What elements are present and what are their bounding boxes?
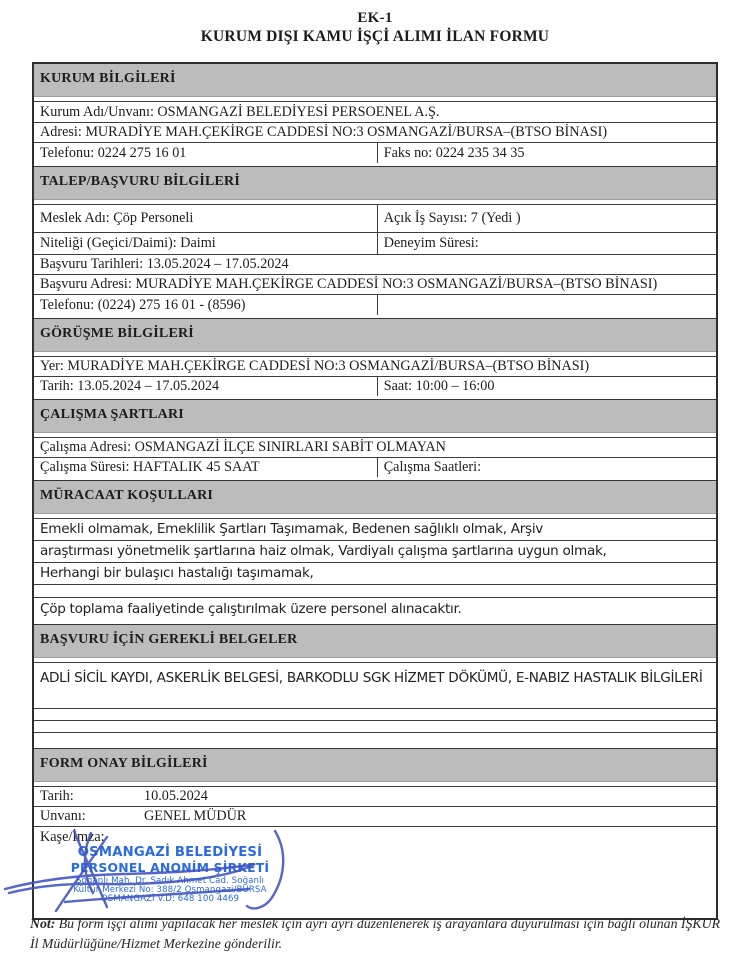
stamp-line-5: OSMANGAZİ V.D: 648 100 4469 <box>100 893 240 904</box>
empty-row <box>34 584 716 597</box>
muracaat-line-1 <box>34 518 716 540</box>
form-title: KURUM DIŞI KAMU İŞÇİ ALIMI İLAN FORMU <box>200 28 550 45</box>
row-talep-telefonu <box>34 294 716 315</box>
belgeler-text-row <box>34 662 716 708</box>
onay-tarih-label: Tarih: <box>40 788 74 805</box>
row-onay-tarih <box>34 786 716 806</box>
muracaat-line-2-text: araştırması yönetmelik şartlarına haiz olmak, Vardiyalı çalışma şartlarına uygun olmak, <box>40 543 607 560</box>
company-stamp <box>58 846 282 904</box>
empty-row <box>34 708 716 720</box>
field-meslek-adi: Meslek Adı: Çöp Personeli <box>34 205 378 232</box>
field-basvuru-tarihleri <box>34 254 716 274</box>
section-header-gerekli-belgeler: BAŞVURU İÇİN GEREKLİ BELGELER <box>34 624 716 658</box>
onay-unvani-value: GENEL MÜDÜR <box>144 808 247 825</box>
field-deneyim-suresi: Deneyim Süresi: <box>383 235 479 252</box>
row-niteligi-deneyim <box>34 232 716 254</box>
field-kurum-telefonu: Telefonu: 0224 275 16 01 <box>34 143 378 163</box>
stamp-line-3: Soğanlı Mah. Dr. Sadık Ahmet Cad. Soğanlı <box>75 875 265 886</box>
field-kurum-adi <box>34 101 716 122</box>
row-telefon-faks <box>34 142 716 163</box>
field-calisma-adresi <box>34 437 716 457</box>
field-kurum-adresi <box>34 122 716 142</box>
belgeler-text: ADLİ SİCİL KAYDI, ASKERLİK BELGESİ, BARKODLU SGK HİZMET DÖKÜMÜ, E-NABIZ HASTALIK BİLGİLERİ <box>40 670 703 686</box>
stamp-line-2: PERSONEL ANONİM ŞİRKETİ <box>70 859 270 875</box>
field-gorusme-tarih: Tarih: 13.05.2024 – 17.05.2024 <box>34 377 378 396</box>
muracaat-line-1-text: Emekli olmamak, Emeklilik Şartları Taşımamak, Bedenen sağlıklı olmak, Arşiv <box>40 521 544 538</box>
form-tag: EK-1 <box>357 10 393 26</box>
kurum-adresi-text: Adresi: MURADİYE MAH.ÇEKİRGE CADDESİ NO:3 OSMANGAZİ/BURSA–(BTSO BİNASI) <box>40 124 608 141</box>
form-table <box>32 62 718 920</box>
empty-row <box>34 720 716 732</box>
row-tarih-saat <box>34 376 716 396</box>
field-gorusme-yer <box>34 356 716 376</box>
stamp-line-4: Kültür Merkezi No: 388/2 Osmangazi/BURSA <box>73 884 267 895</box>
field-gorusme-saat: Saat: 10:00 – 16:00 <box>383 378 495 395</box>
field-acik-is-sayisi: Açık İş Sayısı: 7 (Yedi ) <box>383 210 521 227</box>
section-header-gorusme-bilgileri: GÖRÜŞME BİLGİLERİ <box>34 318 716 352</box>
field-basvuru-adresi <box>34 274 716 294</box>
section-header-form-onay: FORM ONAY BİLGİLERİ <box>34 748 716 782</box>
muracaat-line-5-text: Çöp toplama faaliyetinde çalıştırılmak üzere personel alınacaktır. <box>40 601 462 618</box>
field-niteligi: Niteliği (Geçici/Daimi): Daimi <box>34 233 378 254</box>
row-sure-saatleri <box>34 457 716 477</box>
stamp-line-1: OSMANGAZİ BELEDİYESİ <box>77 845 263 860</box>
note-label: Not: <box>30 916 56 931</box>
section-header-talep-basvuru: TALEP/BAŞVURU BİLGİLERİ <box>34 166 716 200</box>
field-calisma-saatleri: Çalışma Saatleri: <box>383 459 482 476</box>
kurum-adi-text: Kurum Adı/Unvanı: OSMANGAZİ BELEDİYESİ PERSOENEL A.Ş. <box>40 103 440 120</box>
muracaat-line-5 <box>34 597 716 621</box>
empty-row <box>34 732 716 745</box>
document-header <box>0 10 750 46</box>
muracaat-line-2 <box>34 540 716 562</box>
note-text: Bu form işçi alımı yapılacak her meslek için ayrı ayrı düzenlenerek iş arayanlara duyurulması için bağlı olunan İŞKUR İl Müdürlüğüne/Hizmet Merkezine gönderilir. <box>30 916 720 951</box>
onay-tarih-value: 10.05.2024 <box>144 788 208 805</box>
section-header-muracaat-kosullari: MÜRACAAT KOŞULLARI <box>34 480 716 514</box>
gorusme-yer-text: Yer: MURADİYE MAH.ÇEKİRGE CADDESİ NO:3 OSMANGAZİ/BURSA–(BTSO BİNASI) <box>40 358 590 375</box>
calisma-adresi-text: Çalışma Adresi: OSMANGAZİ İLÇE SINIRLARI SABİT OLMAYAN <box>40 439 446 456</box>
field-talep-telefonu: Telefonu: (0224) 275 16 01 - (8596) <box>34 295 378 315</box>
row-onay-unvani <box>34 806 716 826</box>
muracaat-line-3 <box>34 562 716 584</box>
basvuru-adresi-text: Başvuru Adresi: MURADİYE MAH.ÇEKİRGE CADDESİ NO:3 OSMANGAZİ/BURSA–(BTSO BİNASI) <box>40 276 658 293</box>
row-kase-imza <box>34 826 716 918</box>
field-calisma-suresi: Çalışma Süresi: HAFTALIK 45 SAAT <box>34 458 378 477</box>
empty-cell <box>378 295 716 315</box>
footer-note <box>30 914 730 954</box>
field-kurum-faks: Faks no: 0224 235 34 35 <box>383 144 525 161</box>
section-header-kurum-bilgileri: KURUM BİLGİLERİ <box>34 64 716 97</box>
muracaat-line-3-text: Herhangi bir bulaşıcı hastalığı taşımamak, <box>40 565 314 582</box>
kase-imza-label: Kaşe/İmza: <box>40 829 105 845</box>
section-header-calisma-sartlari: ÇALIŞMA ŞARTLARI <box>34 399 716 433</box>
onay-unvani-label: Unvanı: <box>40 808 86 825</box>
row-meslek-acikis <box>34 204 716 232</box>
basvuru-tarihleri-text: Başvuru Tarihleri: 13.05.2024 – 17.05.2024 <box>40 256 289 273</box>
